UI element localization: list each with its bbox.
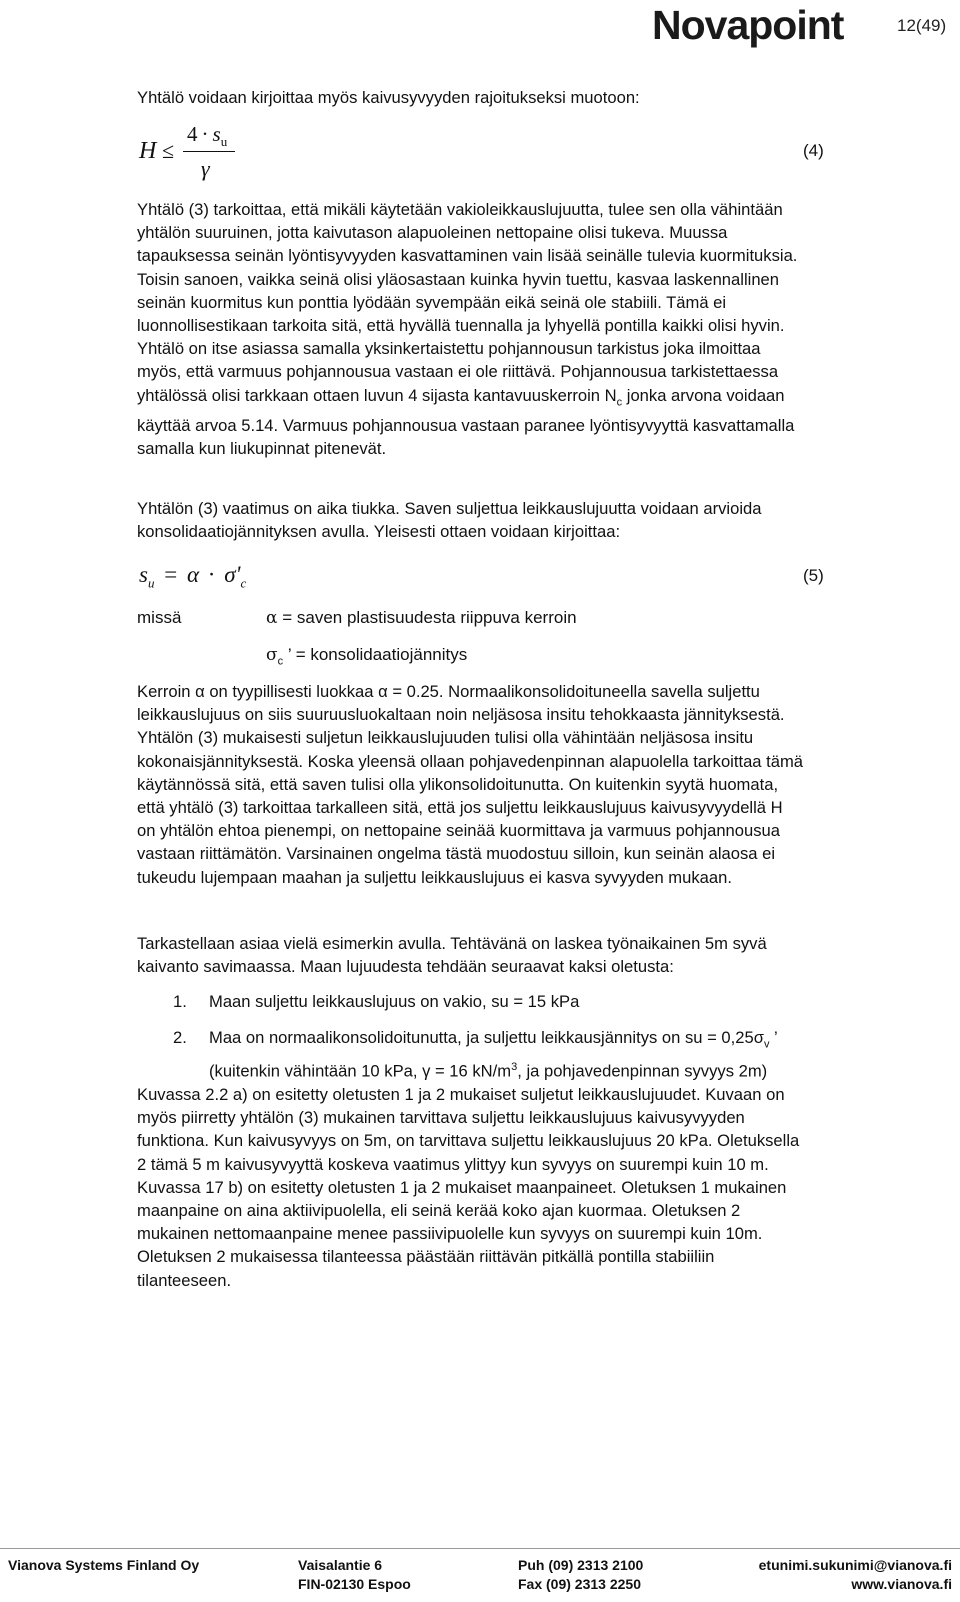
eq4-numerator: $4 \cdot s_u$ xyxy=(187,122,228,150)
where-label: missä xyxy=(137,608,182,627)
footer-web-link[interactable]: www.vianova.fi xyxy=(851,1576,952,1592)
paragraph-5: Kuvassa 2.2 a) on esitetty oletusten 1 ja 2 mukaiset suljetut leikkauslujuudet. Kuvaan on myös piirretty yhtälön (3) mukainen tarvittava suljettu leikkauslujuus kaivusyvyyden funktiona. Kun kaivusyvyys on 5m, on tarvittava suljettu leikkauslujuus 20 kPa. Oletuksella 2 tämä 5 m kaivusyvyyttä koskeva vaatimus ylittyy kun syvyys on suurempi kuin 10 m. Kuvassa 17 b) on esitetty oletusten 1 ja 2 mukaiset maanpaineet. Oletuksen 1 mukainen maanpaine on aina aktiivipuolella, eli seinä kerää koko ajan kuormaa. Oletuksen 2 mukainen nettomaanpaine menee passiivipuolelle kun syvyys on suurempi kuin 10m. Oletuksen 2 mukaisessa tilanteessa päästään riittävän pitkällä pontilla stabiiliin tilanteeseen. xyxy=(137,1085,800,1290)
footer-divider xyxy=(0,1548,960,1549)
eq5-expression: $s_u = \alpha \cdot \sigma'_c$ xyxy=(139,562,247,591)
footer-phone-fax: Puh (09) 2313 2100 Fax (09) 2313 2250 xyxy=(518,1557,644,1592)
list-item: 2. Maa on normaalikonsolidoitunutta, ja suljettu leikkausjännitys on su = $0,25\sigma_v$ ’ (kuitenkin vähintään 10 kPa, γ = 16 $kN/m^3$, ja pohjavedenpinnan syvyys 2m) xyxy=(173,1028,778,1081)
page-number: 12(49) xyxy=(897,16,947,35)
sigma-definition: $\sigma_c$ ’ = konsolidaatiojännitys xyxy=(266,645,468,668)
paragraph-3: Kerroin α on tyypillisesti luokkaa α = 0.25. Normaalikonsolidoituneella savella suljettu leikkauslujuus on siis suuruusluokaltaan noin neljäsosa insitu tehokkaasta jännityksestä. Yhtälön (3) mukaisesti suljetun leikkauslujuuden tulisi olla vähintään neljäsosa insitu kokonaisjännityksestä. Koska yleensä ollaan pohjavedenpinnan alapuolella tarkoittaa tämä käytännössä sitä, että saven tulisi olla ylikonsolidoitunutta. On kuitenkin syytä huomata, että yhtälö (3) tarkoittaa tarkalleen sitä, että jos suljettu leikkauslujuus kaivusyvyydellä H on yhtälön ehtoa pienempi, on nettopaine seinää kuormittava ja varmuus pohjannousua vastaan riittämätön. Varsinainen ongelma tästä muodostuu silloin, kun seinän alaosa ei tukeudu lujempaan maahan ja suljettu leikkauslujuus ei kasva syvyyden mukaan. xyxy=(137,682,804,887)
footer-contact xyxy=(759,1556,952,1594)
paragraph-1: Yhtälö (3) tarkoittaa, että mikäli käytetään vakioleikkauslujuutta, tulee sen olla vähintään yhtälön suuruinen, jotta kaivutason alapuoleinen nettopaine olisi tukeva. Muussa tapauksessa seinän lyöntisyvyyden kasvattaminen vain lisää seinälle tulevia kuormituksia. Toisin sanoen, vaikka seinä olisi yläosastaan kuinka hyvin tuettu, kasvaa laskennallinen seinän kuormitus kun ponttia lyödään syvempään eikä seinä ole stabiili. Tämä ei luonnollisestikaan tarkoita sitä, että hyvällä tuennalla ja lyhyellä pontilla kaikki olisi hyvin. Yhtälö on itse asiassa samalla yksinkertaistettu pohjannousun tarkistus joka ilmoittaa myös, että varmuus pohjannousua vastaan ei ole riittävä. Pohjannousua tarkistettaessa yhtälössä olisi tarkkaan ottaen luvun 4 sijasta kantavuuskerroin $N_c$ jonka arvona voidaan käyttää arvoa 5.14. Varmuus pohjannousua vastaan paranee lyöntisyvyyttä kasvattamalla samalla kun liukupinnat pitenevät. xyxy=(137,200,798,459)
eq4-denominator: γ xyxy=(201,156,210,181)
footer-address: Vaisalantie 6 FIN-02130 Espoo xyxy=(298,1557,411,1592)
eq4-operator: ≤ xyxy=(162,138,175,163)
eq4-number: (4) xyxy=(803,141,824,160)
intro-text: Yhtälö voidaan kirjoittaa myös kaivusyvyyden rajoitukseksi muotoon: xyxy=(137,88,640,107)
paragraph-4: Tarkastellaan asiaa vielä esimerkin avulla. Tehtävänä on laskea työnaikainen 5m syvä kaivanto savimaassa. Maan lujuudesta tehdään seuraavat kaksi oletusta: xyxy=(137,934,767,977)
footer-company: Vianova Systems Finland Oy xyxy=(8,1557,200,1573)
paragraph-2: Yhtälön (3) vaatimus on aika tiukka. Saven suljettua leikkauslujuutta voidaan arvioida konsolidaatiojännityksen avulla. Yleisesti ottaen voidaan kirjoittaa: xyxy=(137,499,762,542)
eq4-lhs: H xyxy=(139,138,157,164)
eq5-number: (5) xyxy=(803,566,824,585)
eq4-fraction-bar xyxy=(183,151,235,152)
alpha-definition: α = saven plastisuudesta riippuva kerroin xyxy=(266,608,577,628)
footer-email-link[interactable]: etunimi.sukunimi@vianova.fi xyxy=(758,1557,952,1573)
novapoint-logo: Novapoint xyxy=(652,2,844,48)
